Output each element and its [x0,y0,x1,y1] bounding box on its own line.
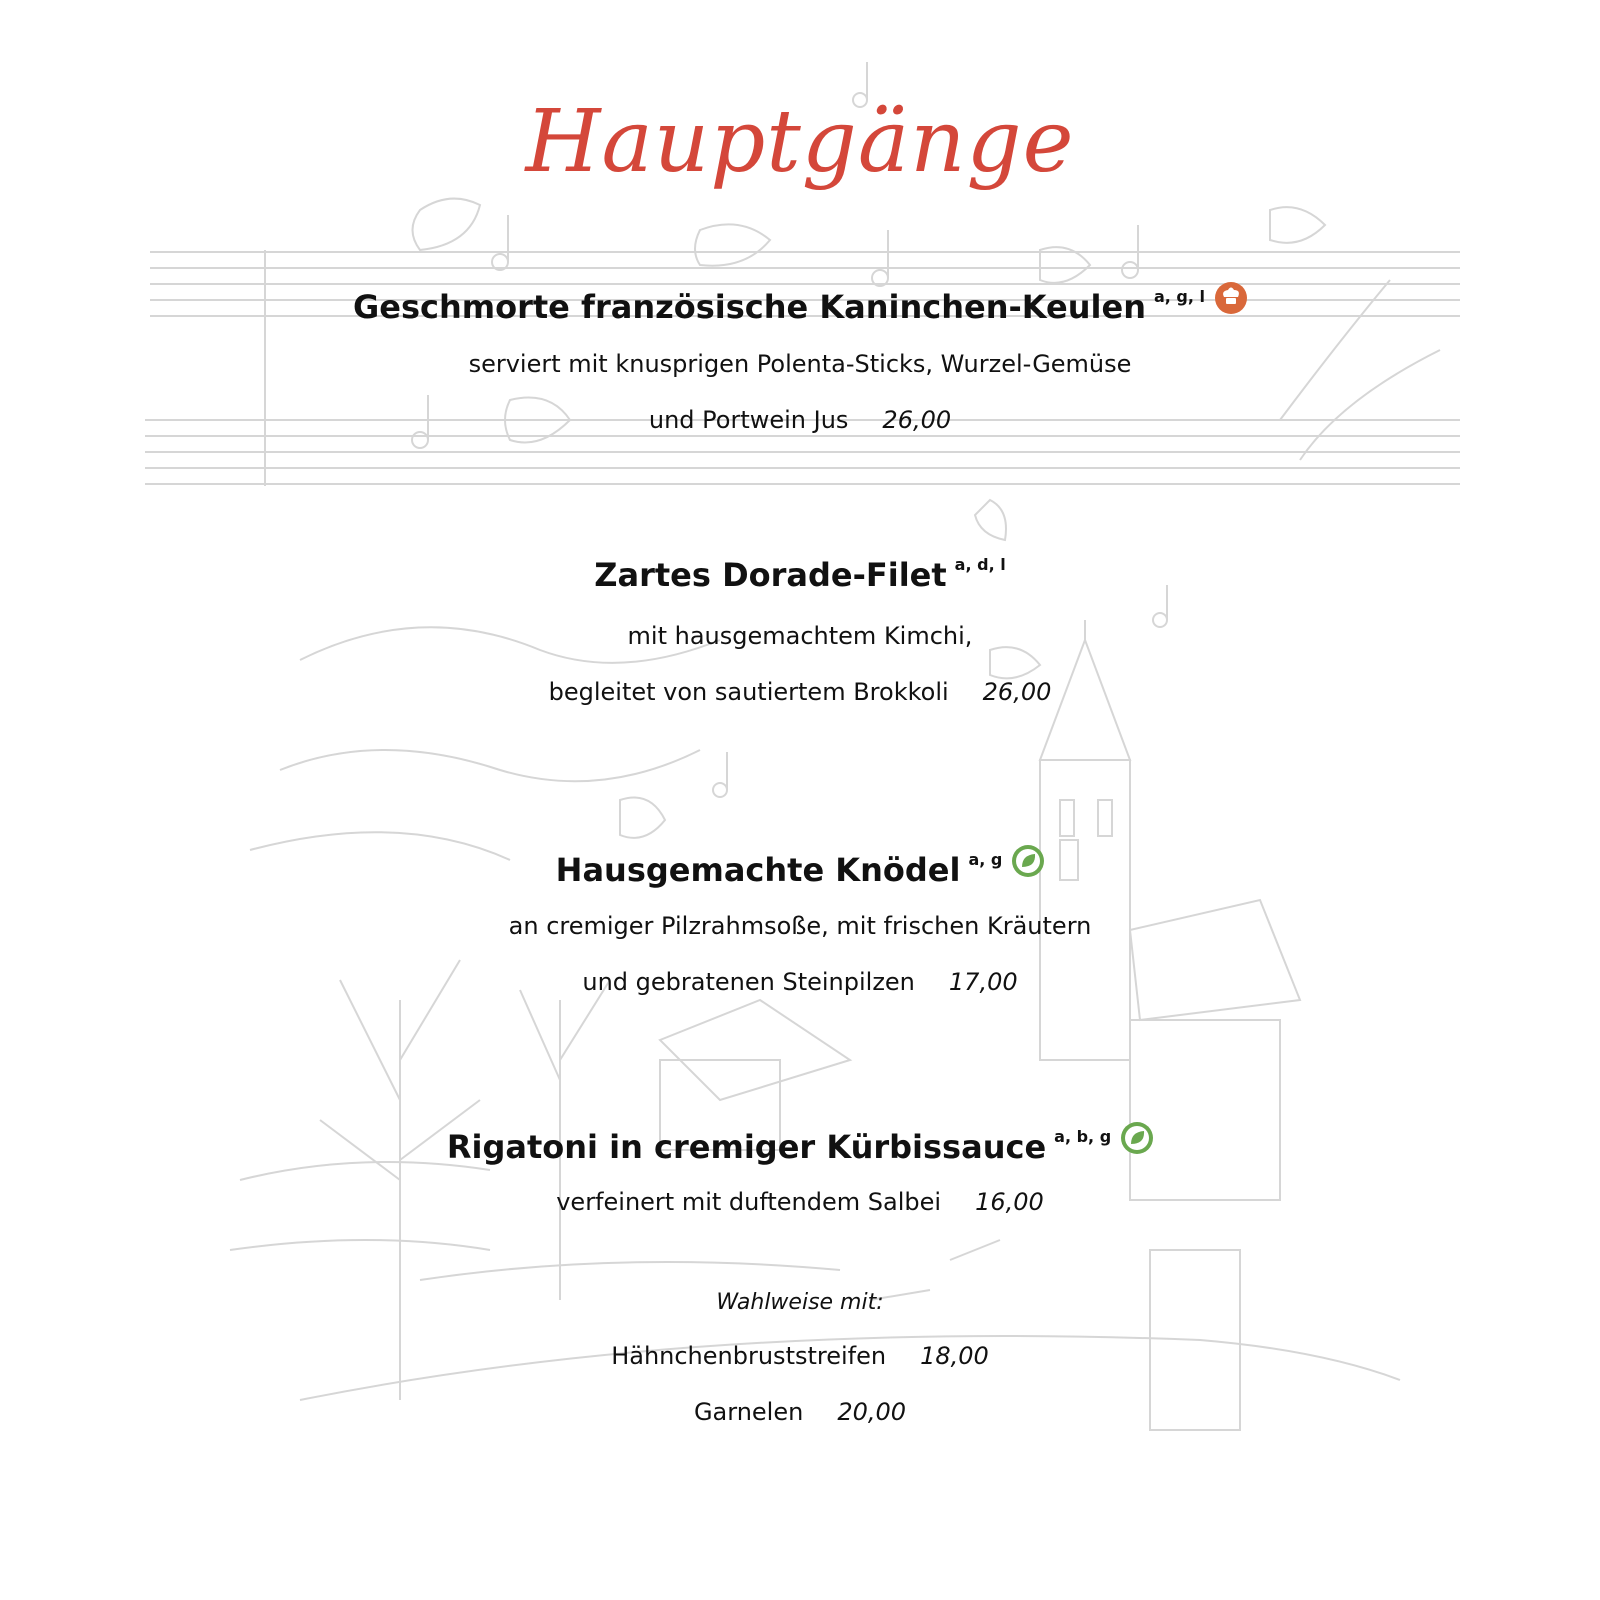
vegetarian-leaf-icon [1012,845,1044,877]
dish-4-desc-line-1 [0,1188,1600,1216]
options-label: Wahlweise mit: [716,1290,884,1315]
dish-2-price: 26,00 [982,678,1052,706]
dish-3-heading [0,845,1600,889]
dish-1-desc-line-1 [0,350,1600,378]
dish-4-name: Rigatoni in cremiger Kürbissauce [446,1128,1047,1166]
page-title: Hauptgänge [525,92,1075,192]
option-2 [0,1398,1600,1426]
dish-1-allergens: a, g, l [1153,287,1205,306]
dish-1-price: 26,00 [882,406,952,434]
dish-3-desc-line-2 [0,968,1600,996]
dish-1-desc-line-2 [0,406,1600,434]
dish-4-heading [0,1122,1600,1166]
dish-3-desc-text-2: und gebratenen Steinpilzen [582,968,915,996]
dish-4-price: 16,00 [975,1188,1044,1216]
dish-3-name: Hausgemachte Knödel [555,851,961,889]
option-1-text: Hähnchenbruststreifen [611,1342,887,1370]
dish-2-name: Zartes Dorade-Filet [594,556,947,594]
dish-3-allergens: a, g [968,850,1003,869]
chef-hat-icon [1215,282,1247,314]
vegetarian-leaf-icon [1121,1122,1153,1154]
dish-1-name: Geschmorte französische Kaninchen-Keulen [353,288,1146,326]
dish-2-desc-text-2: begleitet von sautiertem Brokkoli [548,678,949,706]
dish-3-price: 17,00 [948,968,1018,996]
dish-2-desc-text-1: mit hausgemachtem Kimchi, [627,622,973,650]
option-1-price: 18,00 [920,1342,989,1370]
dish-1-desc-text-1: serviert mit knusprigen Polenta-Sticks, Wurzel-Gemüse [468,350,1132,378]
dish-2-desc-line-2 [0,678,1600,706]
option-2-price: 20,00 [837,1398,907,1426]
option-1 [0,1342,1600,1370]
dish-4-desc-text-1: verfeinert mit duftendem Salbei [556,1188,942,1216]
dish-4-allergens: a, b, g [1054,1127,1112,1146]
dish-1-desc-text-2: und Portwein Jus [648,406,849,434]
dish-2-allergens: a, d, l [954,555,1006,574]
dish-2-heading [0,555,1600,594]
dish-2-desc-line-1 [0,622,1600,650]
dish-3-desc-line-1 [0,912,1600,940]
option-2-text: Garnelen [693,1398,804,1426]
dish-3-desc-text-1: an cremiger Pilzrahmsoße, mit frischen Kräutern [508,912,1092,940]
dish-1-heading [0,282,1600,326]
